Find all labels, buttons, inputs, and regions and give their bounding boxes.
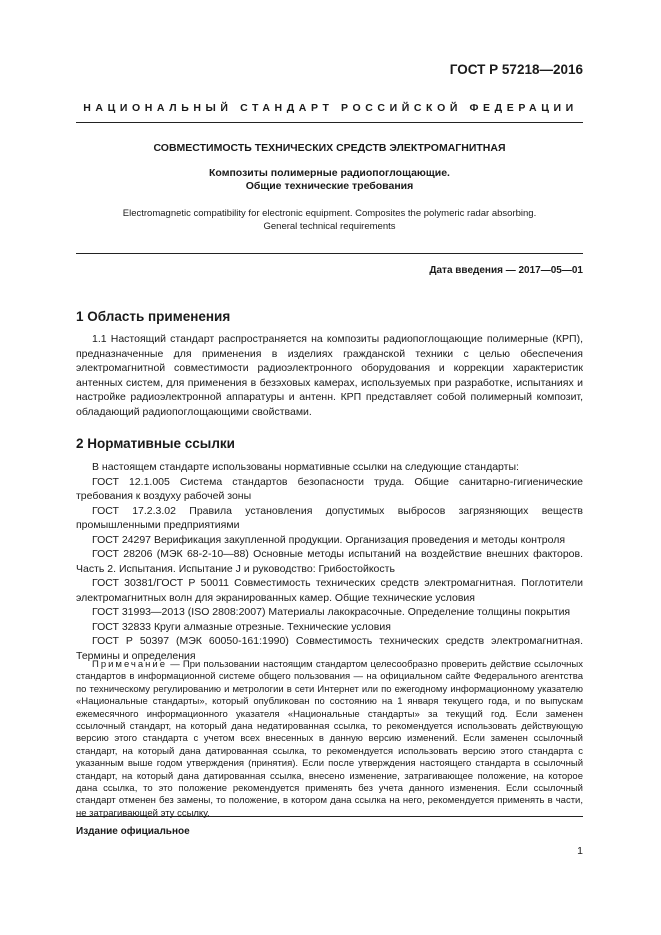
national-standard-banner: НАЦИОНАЛЬНЫЙ СТАНДАРТ РОССИЙСКОЙ ФЕДЕРАЦИИ [83, 102, 578, 114]
reference-item: ГОСТ 28206 (МЭК 68-2-10—88) Основные методы испытаний на воздействие внешних факторов. Часть 2. Испытания. Испытание J и руководство: Грибостойкость [76, 548, 583, 575]
english-title-line-2: General technical requirements [263, 220, 396, 232]
section-2-heading: 2 Нормативные ссылки [76, 436, 235, 451]
reference-item: ГОСТ 17.2.3.02 Правила установления допустимых выбросов загрязняющих веществ промышленными предприятиями [76, 504, 583, 531]
document-number: ГОСТ Р 57218—2016 [449, 62, 583, 77]
reference-item: ГОСТ 32833 Круги алмазные отрезные. Технические условия [92, 620, 391, 633]
reference-item: ГОСТ 24297 Верификация закупленной продукции. Организация проведения и методы контроля [92, 533, 566, 546]
reference-item: ГОСТ 12.1.005 Система стандартов безопасности труда. Общие санитарно-гигиенические требования к воздуху рабочей зоны [76, 475, 583, 502]
section-1-heading: 1 Область применения [76, 309, 231, 324]
reference-item: ГОСТ 31993—2013 (ISO 2808:2007) Материалы лакокрасочные. Определение толщины покрытия [92, 606, 571, 618]
document-subtitle [76, 167, 583, 193]
note-text: — При пользовании настоящим стандартом целесообразно проверить действие ссылочных стандартов в информационной системе общего пользования — на официальном сайте Федерального агентства по техническому регулированию и метрологии в сети Интернет или по ежегодному информационному указателю «Национальные стандарты», который опубликован по состоянию на 1 января текущего года, и по выпускам ежемесячного информационного указателя «Национальные стандарты» за текущий год. Если заменен ссылочный стандарт, на который дана недатированная ссылка, то рекомендуется использовать действующую версию этого стандарта с учетом всех внесенных в данную версию изменений. Если заменен ссылочный стандарт, на который дана датированная ссылка, то рекомендуется использовать версию этого стандарта с указанным выше годом утверждения (принятия). Если после утверждения настоящего стандарта в ссылочный стандарт, на который дана датированная ссылка, внесено изменение, затрагивающее положение, на которое дана ссылка, то это положение рекомендуется применять без учета данного изменения. Если ссылочный стандарт отменен без замены, то положение, в котором дана ссылка на него, рекомендуется применять в части, не затрагивающей эту ссылку. [76, 659, 583, 819]
introduction-date: Дата введения — 2017—05—01 [429, 265, 583, 276]
section-2-body [76, 460, 583, 663]
header-divider [76, 122, 583, 123]
note-block [76, 659, 583, 820]
page-number: 1 [577, 845, 583, 857]
footer-divider [76, 816, 583, 817]
references-intro: В настоящем стандарте использованы нормативные ссылки на следующие стандарты: [92, 461, 519, 473]
note-label: Примечание [92, 659, 167, 670]
reference-item: ГОСТ Р 50397 (МЭК 60050-161:1990) Совместимость технических средств электромагнитная. Термины и определения [76, 635, 583, 662]
english-title-line-1: Electromagnetic compatibility for electronic equipment. Composites the polymeric radar absorbing. [122, 208, 537, 219]
reference-item: ГОСТ 30381/ГОСТ Р 50011 Совместимость технических средств электромагнитная. Поглотители электромагнитных волн для экранированных камер. Общие технические условия [76, 577, 583, 604]
section-1-paragraph: 1.1 Настоящий стандарт распространяется на композиты радиопоглощающие полимерные (КРП), предназначенные для применения в изделиях гражданской техники с целью обеспечения электромагнитной совместимости радиоэлектронного оборудования и коррекции характеристик антенных систем, для применения в безэховых камерах, используемых при разработке, испытаниях и настройке радиоэлектронной аппаратуры и антенн. КРП представляет собой полимерный композит, обладающий радиопоглощающими свойствами. [76, 333, 583, 418]
subtitle-line-2: Общие технические требования [245, 180, 414, 192]
document-title: СОВМЕСТИМОСТЬ ТЕХНИЧЕСКИХ СРЕДСТВ ЭЛЕКТРОМАГНИТНАЯ [153, 142, 506, 154]
title-divider [76, 253, 583, 254]
edition-label: Издание официальное [76, 826, 190, 837]
section-1-body [76, 332, 583, 419]
english-title [76, 208, 583, 233]
subtitle-line-1: Композиты полимерные радиопоглощающие. [209, 167, 450, 179]
